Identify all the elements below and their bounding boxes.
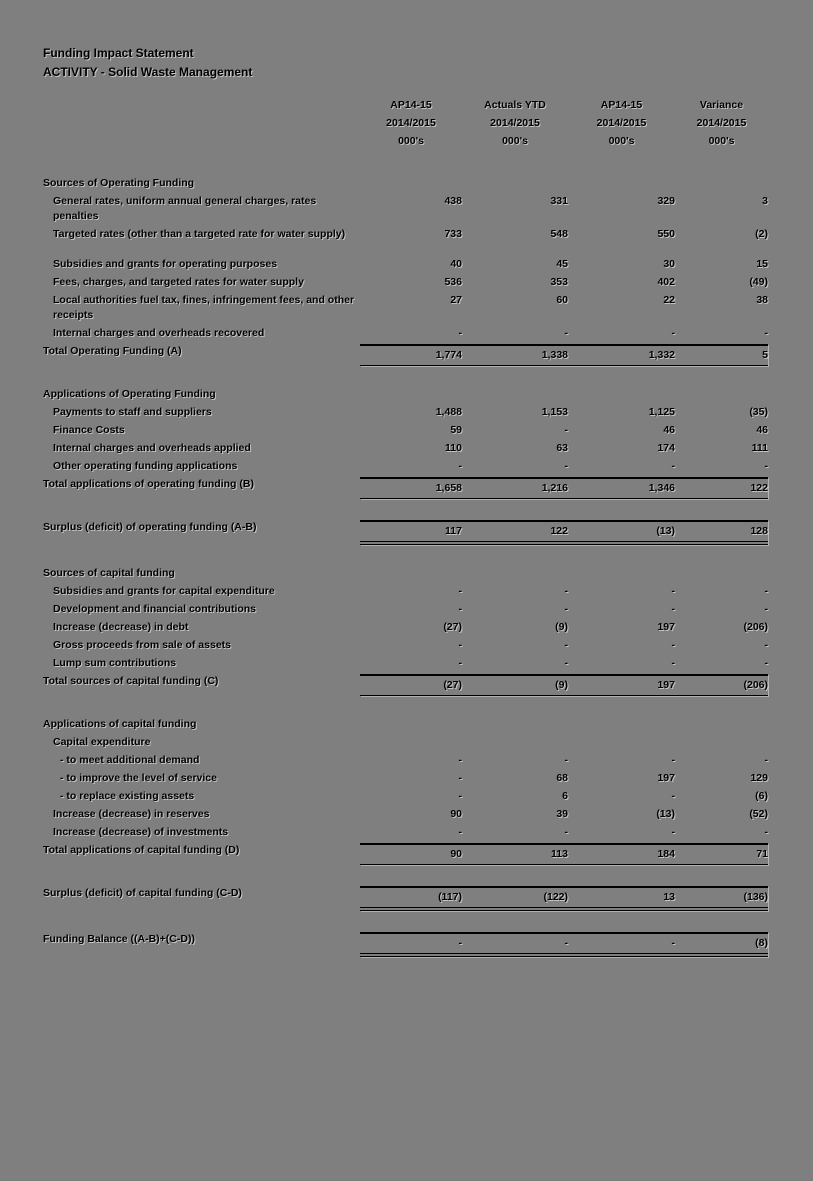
row-label: Fees, charges, and targeted rates for water supply [53,276,304,288]
row-label: Increase (decrease) in debt [53,621,189,633]
value-cell: 548 [550,228,568,240]
row-label: - to replace existing assets [60,790,195,802]
row-values [360,620,768,635]
row-values [360,441,768,456]
row-values [360,344,768,366]
row-label: Applications of capital funding [43,718,197,730]
value-cell: 90 [450,848,462,860]
value-cell: (27) [443,679,462,691]
statement-rows [43,176,813,957]
value-cell: 39 [556,808,568,820]
value-cell: 438 [444,195,462,207]
table-row [43,825,813,840]
row-values [360,423,768,438]
table-row [43,227,813,242]
value-cell: - [764,754,768,766]
value-cell: - [564,460,568,472]
value-cell: (136) [743,891,768,903]
value-cell: 1,658 [435,482,462,494]
table-header-row [43,96,813,150]
row-spacer [43,915,813,932]
value-cell: (35) [749,406,768,418]
table-row [43,326,813,341]
table-row [43,194,813,224]
value-cell: - [564,603,568,615]
row-spacer [43,700,813,717]
row-values [360,674,768,696]
value-cell: (49) [749,276,768,288]
row-values [360,477,768,499]
value-cell: - [458,754,462,766]
column-header-line: AP14-15 [390,99,432,111]
row-label: Targeted rates (other than a targeted rate for water supply) [53,228,346,240]
row-values [360,405,768,420]
row-values [360,807,768,822]
table-row [43,735,813,750]
value-cell: 71 [756,848,768,860]
row-spacer [43,245,813,257]
value-cell: - [458,327,462,339]
value-cell: 129 [750,772,768,784]
row-values [360,932,768,957]
value-cell: 40 [450,258,462,270]
table-row [43,520,813,545]
value-cell: 197 [657,621,675,633]
column-header-line: Actuals YTD [484,99,546,111]
value-cell: 15 [756,258,768,270]
column-header [568,96,675,150]
row-label: Surplus (deficit) of operating funding (A-B) [43,521,257,533]
value-cell: - [764,585,768,597]
section-header-row [43,566,813,581]
value-cell: 122 [750,482,768,494]
value-cell: 733 [444,228,462,240]
table-row [43,932,813,957]
value-cell: - [671,657,675,669]
row-spacer [43,370,813,387]
row-values [360,275,768,290]
table-row [43,771,813,786]
value-cell: - [564,754,568,766]
row-label: Sources of Operating Funding [43,177,195,189]
column-header-line: 000's [608,135,635,147]
value-cell: - [458,937,462,949]
value-cell: 184 [657,848,675,860]
value-cell: - [458,460,462,472]
value-cell: - [564,424,568,436]
value-cell: 1,774 [435,349,462,361]
value-cell: 111 [751,442,768,454]
value-cell: - [764,657,768,669]
value-cell: 174 [657,442,675,454]
row-values [360,602,768,617]
value-cell: (206) [743,679,768,691]
row-values [360,843,768,865]
table-row [43,405,813,420]
value-cell: - [764,826,768,838]
row-label: Total applications of operating funding (B) [43,478,254,490]
value-cell: - [564,657,568,669]
column-header [360,96,462,150]
value-cell: 1,488 [435,406,462,418]
table-row [43,293,813,323]
row-label: Capital expenditure [53,736,151,748]
value-cell: - [458,657,462,669]
value-cell: - [671,639,675,651]
row-spacer [43,503,813,520]
row-values [360,753,768,768]
table-row [43,620,813,635]
value-cell: - [458,772,462,784]
table-row [43,423,813,438]
row-label: Increase (decrease) of investments [53,826,229,838]
value-cell: 3 [762,195,768,207]
value-cell: 46 [756,424,768,436]
table-row [43,753,813,768]
value-cell: - [764,639,768,651]
column-header-line: 2014/2015 [696,117,747,129]
value-cell: 6 [562,790,568,802]
table-row [43,275,813,290]
value-cell: - [458,603,462,615]
section-header-row [43,176,813,191]
row-values [360,584,768,599]
value-cell: - [671,790,675,802]
value-cell: 329 [657,195,675,207]
row-label: Applications of Operating Funding [43,388,216,400]
value-cell: - [564,826,568,838]
row-label: Finance Costs [53,424,125,436]
column-header-line: 2014/2015 [596,117,647,129]
value-cell: 353 [550,276,568,288]
column-headers [360,96,768,150]
value-cell: (27) [443,621,462,633]
row-values [360,459,768,474]
row-label: Internal charges and overheads applied [53,442,251,454]
value-cell: (6) [755,790,768,802]
row-values [360,771,768,786]
value-cell: - [671,754,675,766]
row-values [360,825,768,840]
value-cell: 197 [657,772,675,784]
value-cell: - [671,585,675,597]
row-values [360,638,768,653]
row-values [360,789,768,804]
value-cell: - [458,639,462,651]
row-label: General rates, uniform annual general charges, rates penalties [53,195,317,222]
value-cell: 128 [750,525,768,537]
value-cell: 59 [450,424,462,436]
row-values [360,886,768,911]
row-values [360,293,768,308]
table-row [43,602,813,617]
value-cell: (2) [755,228,768,240]
value-cell: 1,346 [648,482,675,494]
row-label: Surplus (deficit) of capital funding (C-D) [43,887,242,899]
row-label: Lump sum contributions [53,657,177,669]
value-cell: 1,338 [541,349,568,361]
row-label: Funding Balance ((A-B)+(C-D)) [43,933,195,945]
value-cell: - [671,327,675,339]
section-header-row [43,387,813,402]
value-cell: - [458,585,462,597]
value-cell: 30 [663,258,675,270]
header-label-spacer [43,96,360,150]
row-label: Sources of capital funding [43,567,175,579]
value-cell: 68 [556,772,568,784]
table-row [43,441,813,456]
value-cell: (9) [555,679,568,691]
value-cell: 5 [762,349,768,361]
row-values [360,656,768,671]
value-cell: - [671,826,675,838]
value-cell: - [671,937,675,949]
row-label: Local authorities fuel tax, fines, infringement fees, and other receipts [53,294,355,321]
row-spacer [43,549,813,566]
table-row [43,584,813,599]
value-cell: (122) [543,891,568,903]
value-cell: - [564,327,568,339]
row-label: Total applications of capital funding (D) [43,844,240,856]
value-cell: 402 [657,276,675,288]
value-cell: 1,216 [541,482,568,494]
table-row [43,459,813,474]
value-cell: 60 [556,294,568,306]
row-values [360,194,768,209]
value-cell: 197 [657,679,675,691]
activity-subtitle: ACTIVITY - Solid Waste Management [43,65,253,79]
row-label: Other operating funding applications [53,460,238,472]
value-cell: - [564,937,568,949]
column-header [675,96,768,150]
table-row [43,477,813,499]
table-row [43,638,813,653]
value-cell: 550 [657,228,675,240]
value-cell: (13) [656,525,675,537]
value-cell: 46 [663,424,675,436]
value-cell: - [564,585,568,597]
row-label: Gross proceeds from sale of assets [53,639,231,651]
table-row [43,257,813,272]
value-cell: (9) [555,621,568,633]
column-header-line: 000's [502,135,528,147]
column-header-line: 000's [398,135,424,147]
column-header-line: Variance [699,99,744,111]
value-cell: - [564,639,568,651]
value-cell: (13) [656,808,675,820]
row-label: - to meet additional demand [60,754,200,766]
value-cell: 536 [444,276,462,288]
column-header-line: AP14-15 [600,99,643,111]
row-label: Subsidies and grants for operating purposes [53,258,278,270]
row-values [360,520,768,545]
row-label: Subsidies and grants for capital expenditure [53,585,275,597]
value-cell: 13 [663,891,675,903]
value-cell: 117 [445,525,462,537]
table-row [43,807,813,822]
value-cell: 113 [551,848,568,860]
value-cell: 38 [756,294,768,306]
column-header-line: 2014/2015 [386,117,436,129]
row-label: Total sources of capital funding (C) [43,675,219,687]
value-cell: (117) [438,891,462,903]
row-label: Increase (decrease) in reserves [53,808,210,820]
title-block [43,44,813,82]
row-values [360,257,768,272]
value-cell: - [671,460,675,472]
row-values [360,227,768,242]
row-label: Internal charges and overheads recovered [53,327,265,339]
table-row [43,789,813,804]
value-cell: 45 [556,258,568,270]
column-header [462,96,568,150]
value-cell: 1,125 [648,406,675,418]
table-row [43,674,813,696]
table-row [43,886,813,911]
value-cell: 1,332 [648,349,675,361]
value-cell: 110 [445,442,462,454]
value-cell: 331 [550,195,568,207]
value-cell: (8) [755,937,768,949]
table-row [43,656,813,671]
page-title: Funding Impact Statement [43,46,194,60]
value-cell: (52) [749,808,768,820]
section-header-row [43,717,813,732]
row-values [360,326,768,341]
column-header-line: 000's [708,135,735,147]
value-cell: - [671,603,675,615]
table-row [43,843,813,865]
value-cell: - [458,790,462,802]
value-cell: 90 [450,808,462,820]
row-label: Development and financial contributions [53,603,257,615]
value-cell: 22 [663,294,675,306]
value-cell: 63 [556,442,568,454]
table-row [43,344,813,366]
row-spacer [43,869,813,886]
row-label: Payments to staff and suppliers [53,406,212,418]
row-label: - to improve the level of service [60,772,217,784]
value-cell: - [764,603,768,615]
value-cell: (206) [743,621,768,633]
value-cell: - [764,327,768,339]
value-cell: 122 [550,525,568,537]
value-cell: - [458,826,462,838]
value-cell: 27 [450,294,462,306]
value-cell: 1,153 [541,406,568,418]
row-label: Total Operating Funding (A) [43,345,182,357]
value-cell: - [764,460,768,472]
column-header-line: 2014/2015 [490,117,540,129]
